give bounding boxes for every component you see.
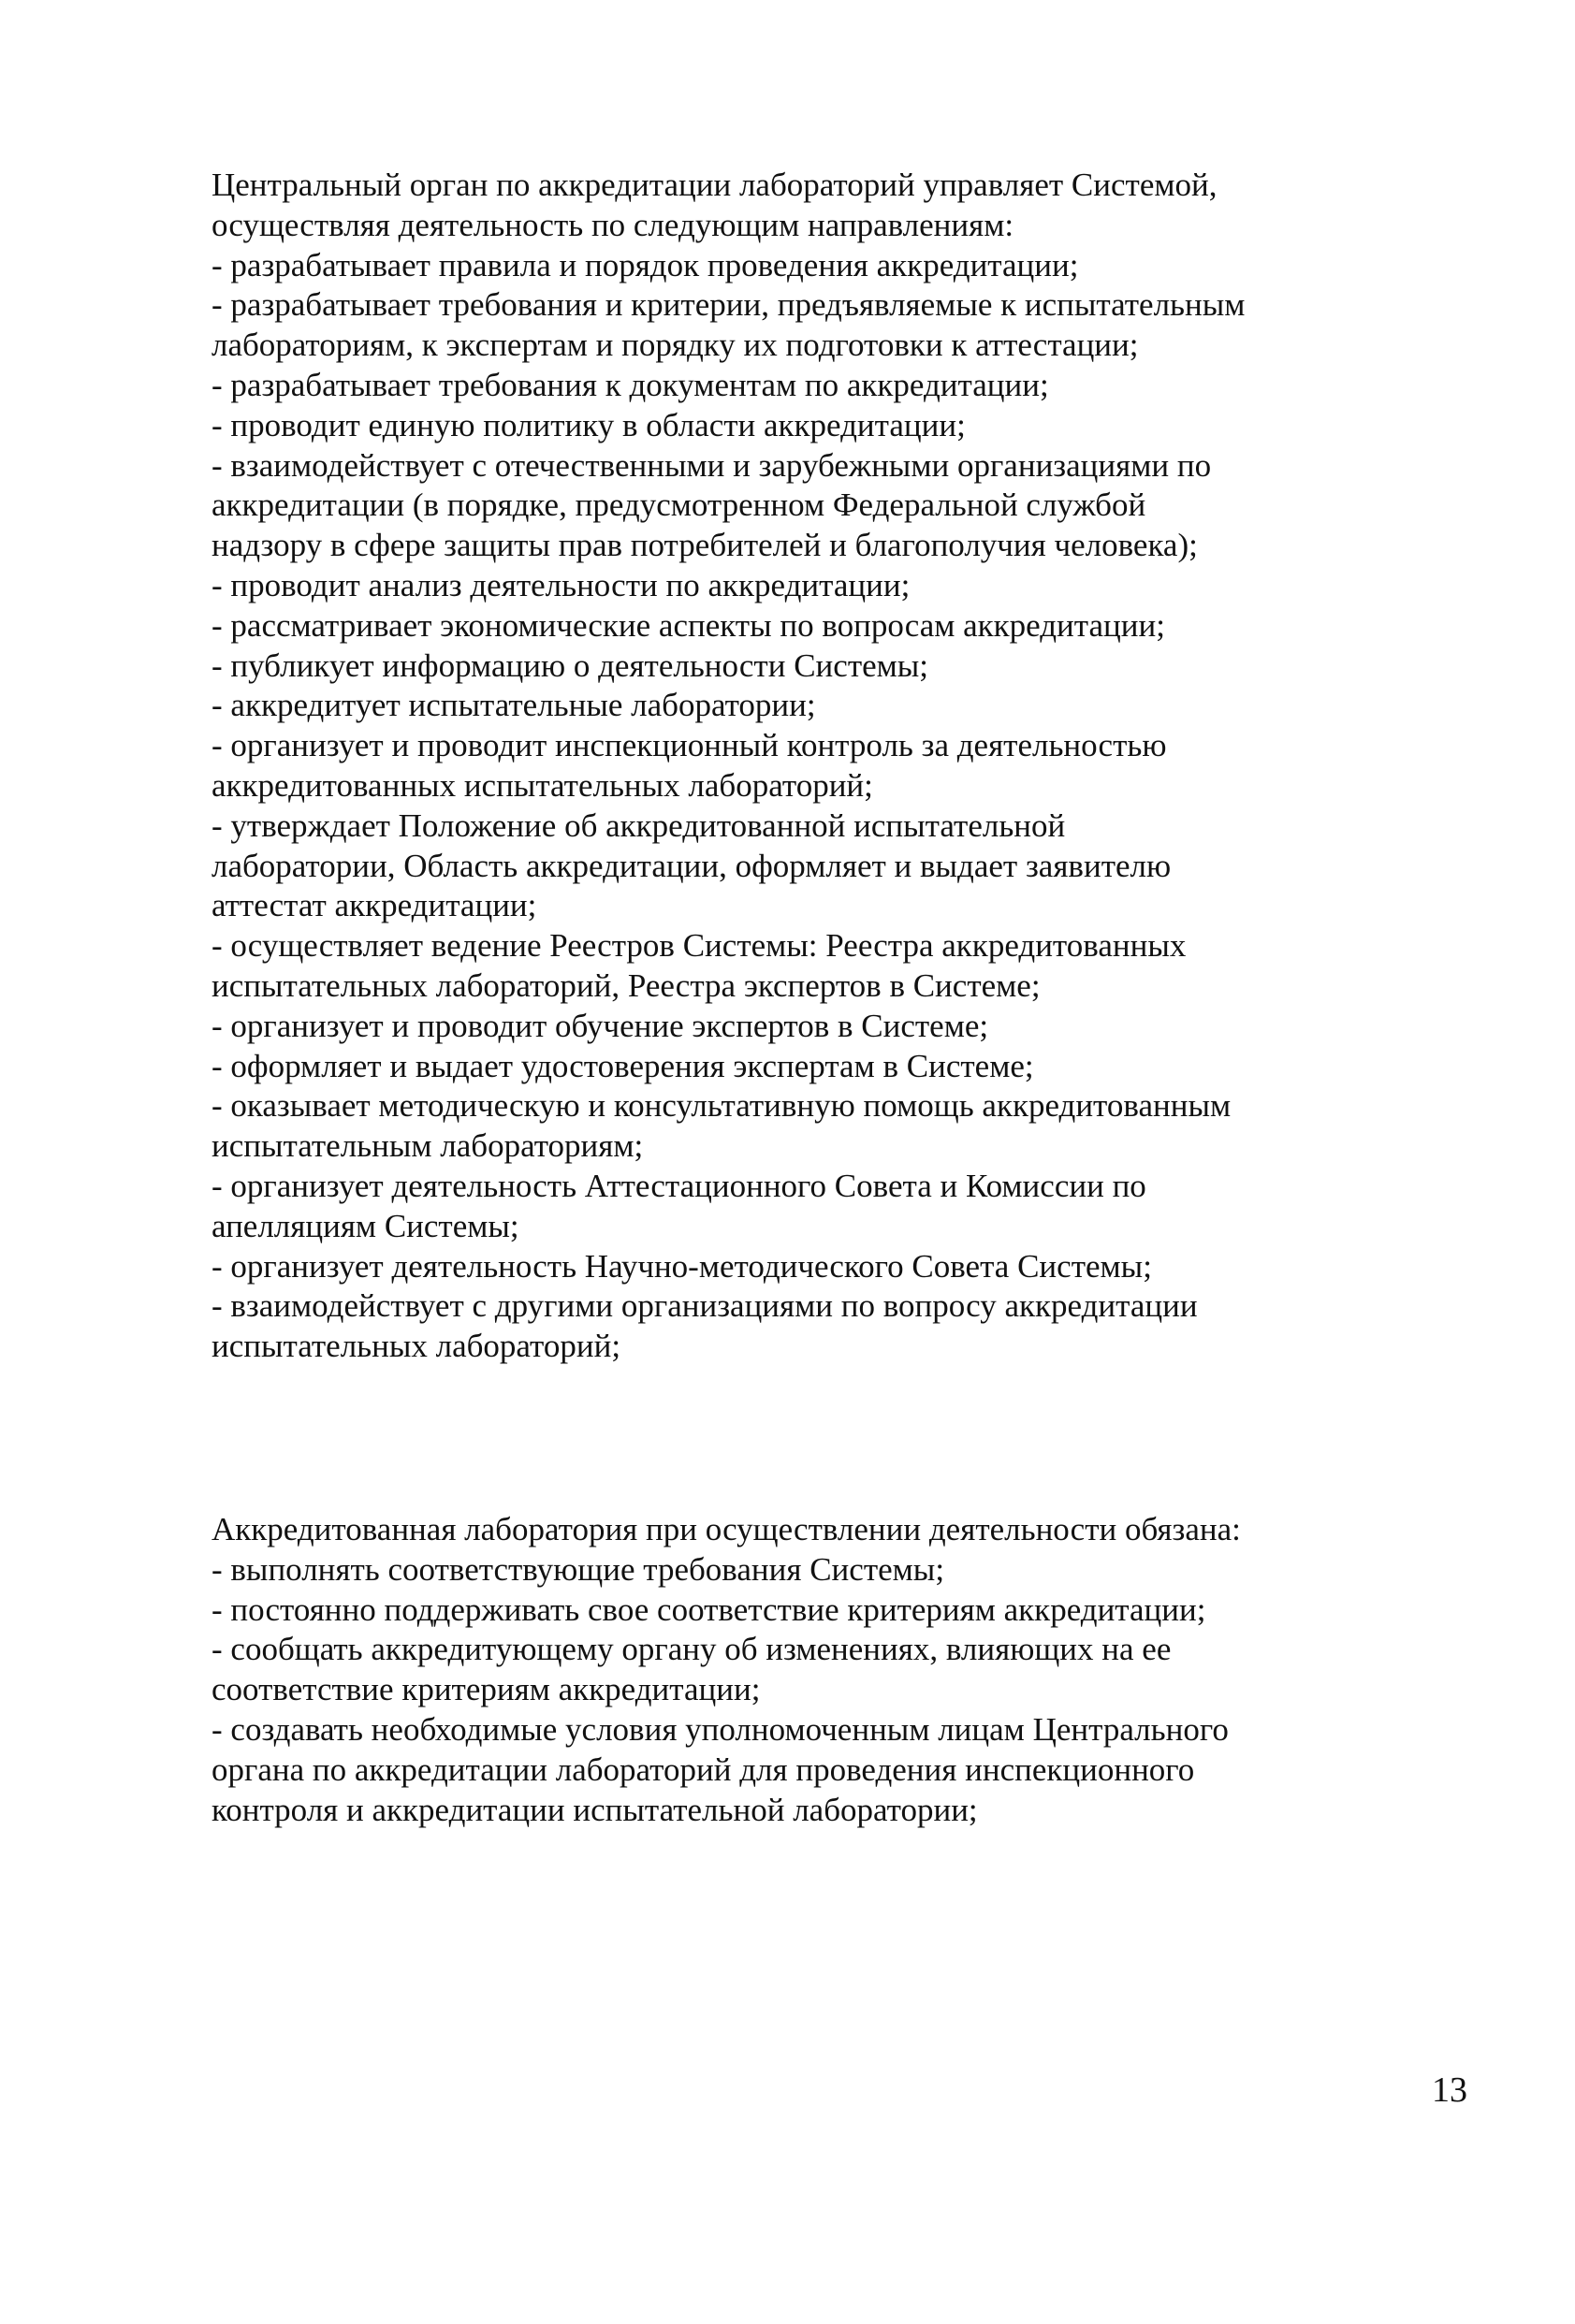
text-line: осуществляя деятельность по следующим направлениям: xyxy=(211,206,1014,243)
list-item-line: - проводит анализ деятельности по аккредитации; xyxy=(211,566,911,603)
list-item-line: аттестат аккредитации; xyxy=(211,887,537,924)
list-item-line: - организует деятельность Научно-методического Совета Системы; xyxy=(211,1247,1152,1285)
list-item-line: - рассматривает экономические аспекты по вопросам аккредитации; xyxy=(211,606,1165,644)
text-line: Аккредитованная лаборатория при осуществлении деятельности обязана: xyxy=(211,1511,1241,1547)
list-item-line: апелляциям Системы; xyxy=(211,1207,519,1244)
page-number: 13 xyxy=(1432,2070,1467,2110)
list-item-line: соответствие критериям аккредитации; xyxy=(211,1671,761,1708)
list-item-line: органа по аккредитации лабораторий для проведения инспекционного xyxy=(211,1750,1195,1788)
central-body-duties-block xyxy=(211,166,1447,1367)
list-item-line: - оформляет и выдает удостоверения экспертам в Системе; xyxy=(211,1047,1034,1084)
list-item-line: лабораториям, к экспертам и порядку их подготовки к аттестации; xyxy=(211,327,1139,364)
accredited-lab-obligations-block xyxy=(211,1510,1447,1830)
list-item-line: испытательным лабораториям; xyxy=(211,1127,644,1165)
list-item-line: - разрабатывает требования к документам по аккредитации; xyxy=(211,366,1049,403)
list-item-line: - осуществляет ведение Реестров Системы: Реестра аккредитованных xyxy=(211,927,1187,965)
list-item-line: - оказывает методическую и консультативную помощь аккредитованным xyxy=(211,1087,1232,1125)
list-item-line: - аккредитует испытательные лаборатории; xyxy=(211,687,816,724)
list-item-line: - создавать необходимые условия уполномоченным лицам Центрального xyxy=(211,1710,1229,1748)
list-item-line: - выполнять соответствующие требования Системы; xyxy=(211,1550,945,1588)
list-item-line: - взаимодействует с отечественными и зарубежными организациями по xyxy=(211,446,1212,484)
list-item-line: - постоянно поддерживать свое соответствие критериям аккредитации; xyxy=(211,1590,1206,1628)
list-item-line: - взаимодействует с другими организациями по вопросу аккредитации xyxy=(211,1287,1198,1325)
list-item-line: - организует и проводит инспекционный контроль за деятельностью xyxy=(211,727,1167,764)
text-line: Центральный орган по аккредитации лабораторий управляет Системой, xyxy=(211,167,1218,203)
list-item-line: лаборатории, Область аккредитации, оформляет и выдает заявителю xyxy=(211,847,1172,884)
list-item-line: аккредитованных испытательных лабораторий; xyxy=(211,766,873,804)
list-item-line: - организует деятельность Аттестационного Совета и Комиссии по xyxy=(211,1167,1146,1204)
list-item-line: - публикует информацию о деятельности Системы; xyxy=(211,646,929,684)
list-item-line: аккредитации (в порядке, предусмотренном Федеральной службой xyxy=(211,487,1146,524)
list-item-line: - разрабатывает правила и порядок проведения аккредитации; xyxy=(211,246,1079,283)
list-item-line: надзору в сфере защиты прав потребителей и благополучия человека); xyxy=(211,527,1198,564)
list-item-line: - организует и проводит обучение экспертов в Системе; xyxy=(211,1007,989,1044)
list-item-line: - проводит единую политику в области аккредитации; xyxy=(211,406,966,443)
list-item-line: - сообщать аккредитующему органу об изменениях, влияющих на ее xyxy=(211,1631,1172,1668)
list-item-line: испытательных лабораторий; xyxy=(211,1328,621,1365)
list-item-line: испытательных лабораторий, Реестра экспертов в Системе; xyxy=(211,966,1041,1004)
list-item-line: - утверждает Положение об аккредитованной испытательной xyxy=(211,806,1066,844)
list-item-line: - разрабатывает требования и критерии, предъявляемые к испытательным xyxy=(211,286,1246,324)
list-item-line: контроля и аккредитации испытательной лаборатории; xyxy=(211,1791,978,1828)
